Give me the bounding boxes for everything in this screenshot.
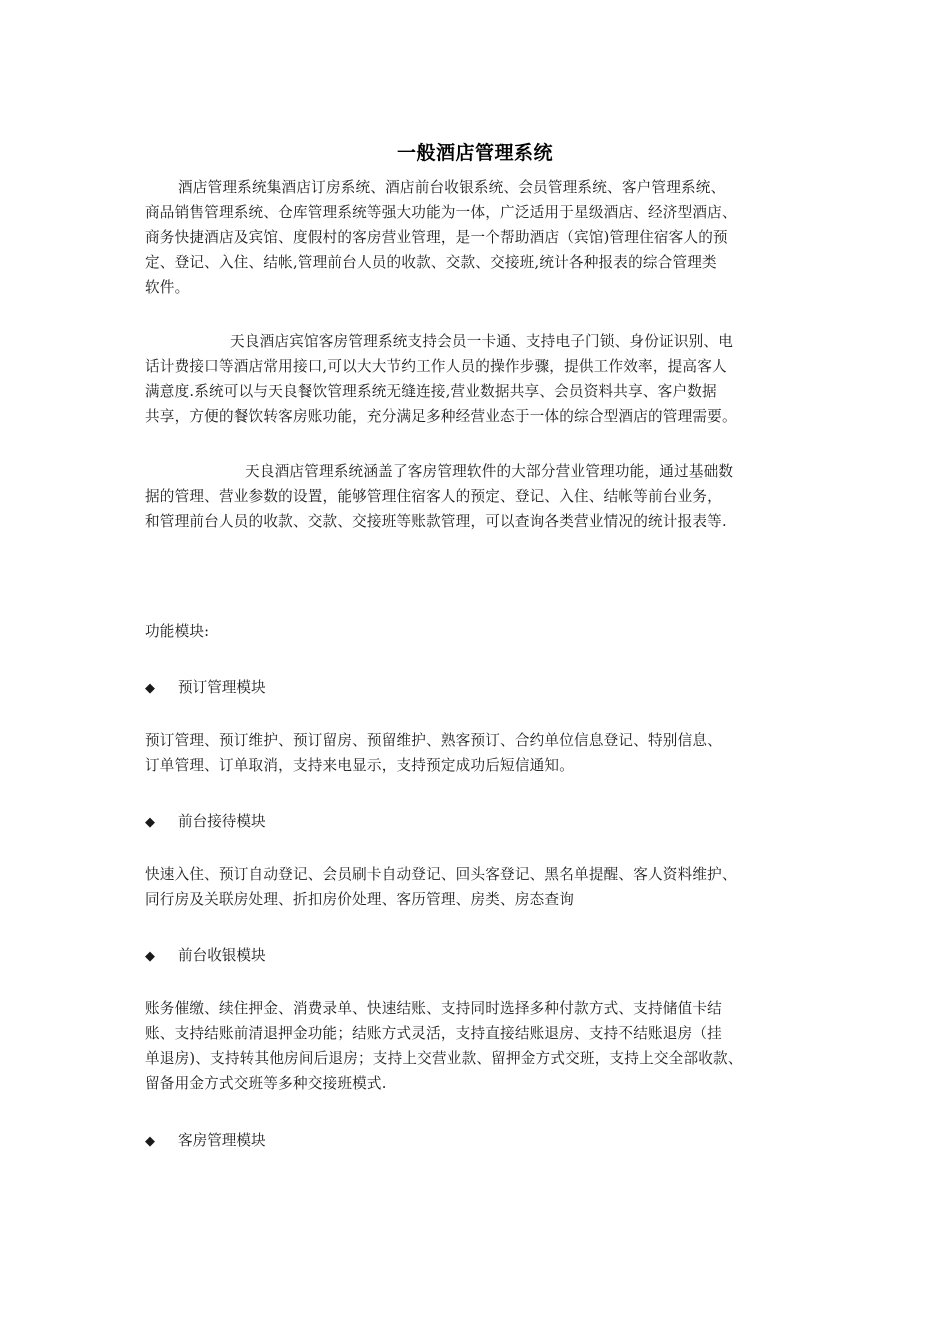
para3-line: 据的管理、营业参数的设置，能够管理住宿客人的预定、登记、入住、结帐等前台业务，: [145, 488, 722, 505]
module-heading: [145, 1129, 266, 1150]
module-line: 单退房)、支持转其他房间后退房；支持上交营业款、留押金方式交班，支持上交全部收款、: [145, 1050, 743, 1067]
module-title: 前台收银模块: [178, 947, 266, 964]
module-line: 预订管理、预订维护、预订留房、预留维护、熟客预订、合约单位信息登记、特别信息、: [145, 732, 722, 749]
diamond-bullet-icon: ◆: [145, 949, 155, 964]
para2-line: 共享，方便的餐饮转客房账功能，充分满足多种经营业态于一体的综合型酒店的管理需要。: [145, 408, 737, 425]
document-title: 一般酒店管理系统: [396, 142, 553, 164]
para2-line: 天良酒店宾馆客房管理系统支持会员一卡通、支持电子门锁、身份证识别、电: [230, 333, 733, 350]
para3-line: 天良酒店管理系统涵盖了客房管理软件的大部分营业管理功能，通过基础数: [245, 463, 734, 480]
module-heading: [145, 676, 266, 697]
module-line: 同行房及关联房处理、折扣房价处理、客历管理、房类、房态查询: [145, 891, 575, 908]
modules-label: 功能模块:: [145, 623, 210, 640]
module-title: 前台接待模块: [178, 813, 266, 830]
module-title: 客房管理模块: [178, 1132, 266, 1149]
para2-line: 话计费接口等酒店常用接口,可以大大节约工作人员的操作步骤，提供工作效率，提高客人: [145, 358, 727, 375]
module-line: 快速入住、预订自动登记、会员刷卡自动登记、回头客登记、黑名单提醒、客人资料维护、: [145, 866, 737, 883]
diamond-bullet-icon: ◆: [145, 815, 155, 830]
intro-line: 酒店管理系统集酒店订房系统、酒店前台收银系统、会员管理系统、客户管理系统、: [178, 179, 726, 196]
para2-line: 满意度.系统可以与天良餐饮管理系统无缝连接,营业数据共享、会员资料共享、客户数据: [145, 383, 717, 400]
intro-line: 商务快捷酒店及宾馆、度假村的客房营业管理，是一个帮助酒店（宾馆)管理住宿客人的预: [145, 229, 728, 246]
module-line: 订单管理、订单取消，支持来电显示，支持预定成功后短信通知。: [145, 757, 575, 774]
module-heading: [145, 944, 266, 965]
module-line: 账务催缴、续住押金、消费录单、快速结账、支持同时选择多种付款方式、支持储值卡结: [145, 1000, 722, 1017]
para3-line: 和管理前台人员的收款、交款、交接班等账款管理，可以查询各类营业情况的统计报表等.: [145, 513, 727, 530]
diamond-bullet-icon: ◆: [145, 1134, 155, 1149]
intro-line: 商品销售管理系统、仓库管理系统等强大功能为一体，广泛适用于星级酒店、经济型酒店、: [145, 204, 737, 221]
intro-line: 定、登记、入住、结帐,管理前台人员的收款、交款、交接班,统计各种报表的综合管理类: [145, 254, 717, 271]
module-title: 预订管理模块: [178, 679, 266, 696]
module-line: 留备用金方式交班等多种交接班模式.: [145, 1075, 387, 1092]
intro-line: 软件。: [145, 279, 190, 296]
module-line: 账、支持结账前清退押金功能；结账方式灵活，支持直接结账退房、支持不结账退房（挂: [145, 1025, 722, 1042]
module-heading: [145, 810, 266, 831]
diamond-bullet-icon: ◆: [145, 681, 155, 696]
